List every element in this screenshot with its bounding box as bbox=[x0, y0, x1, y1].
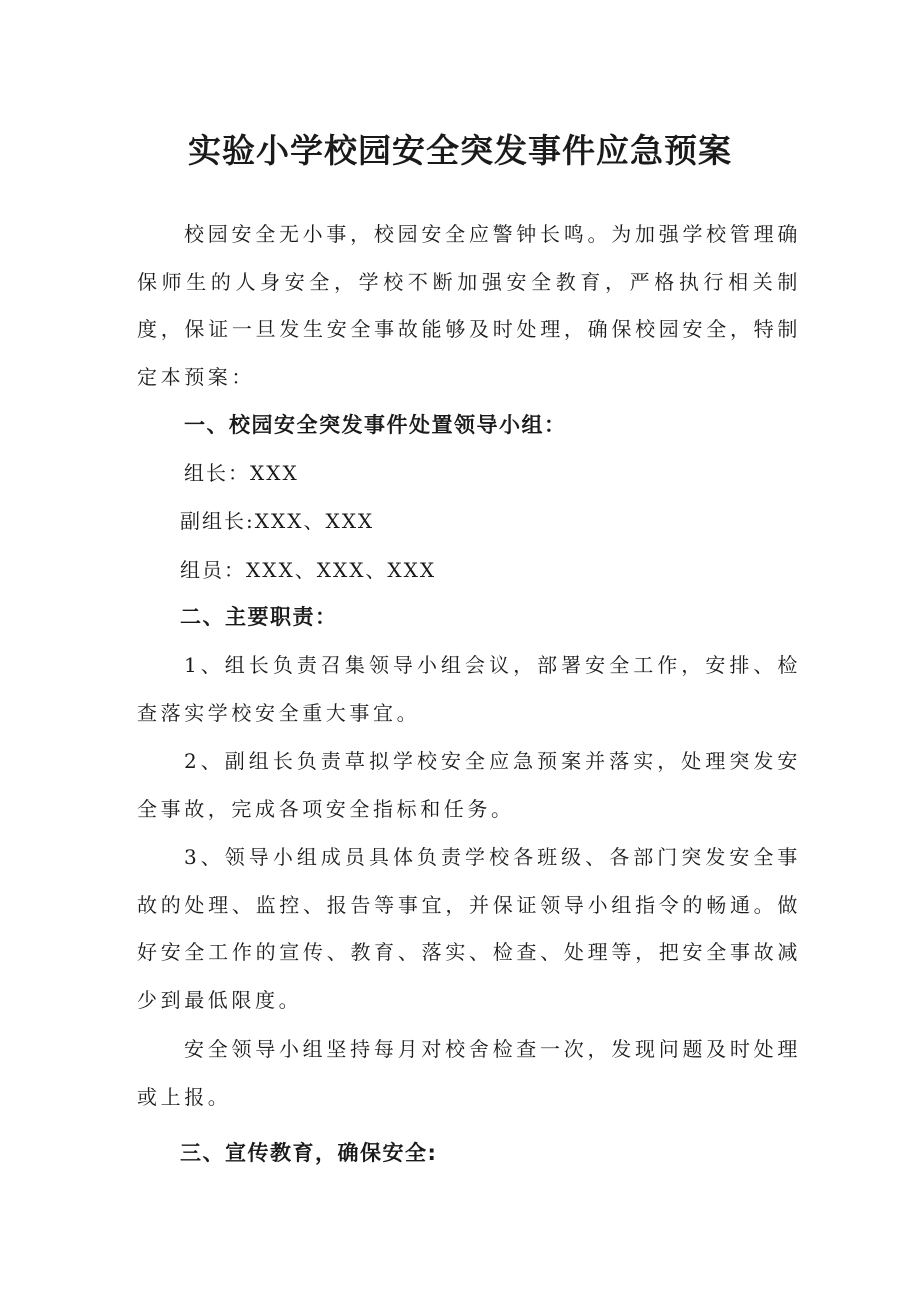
intro-paragraph: 校园安全无小事，校园安全应警钟长鸣。为加强学校管理确保师生的人身安全，学校不断加强安全教育，严格执行相关制度，保证一旦发生安全事故能够及时处理，确保校园安全，特制定本预案： bbox=[137, 222, 801, 389]
group-members-line: 组员：XXX、XXX、XXX bbox=[180, 558, 437, 582]
section-3-heading: 三、宣传教育，确保安全: bbox=[180, 1141, 438, 1165]
section-2-heading: 二、主要职责： bbox=[180, 605, 338, 629]
deputy-leader-line: 副组长:XXX、XXX bbox=[180, 509, 375, 533]
monthly-inspection-note: 安全领导小组坚持每月对校舍检查一次，发现问题及时处理或上报。 bbox=[137, 1037, 801, 1109]
duty-item-2: 2、副组长负责草拟学校安全应急预案并落实，处理突发安全事故，完成各项安全指标和任务。 bbox=[137, 749, 801, 821]
group-leader-line: 组长：XXX bbox=[184, 461, 299, 485]
duty-item-3: 3、领导小组成员具体负责学校各班级、各部门突发安全事故的处理、监控、报告等事宜，并保证领导小组指令的畅通。做好安全工作的宣传、教育、落实、检查、处理等，把安全事故减少到最低限度。 bbox=[137, 845, 801, 1012]
duty-item-1: 1、组长负责召集领导小组会议，部署安全工作，安排、检查落实学校安全重大事宜。 bbox=[137, 653, 801, 725]
section-1-heading: 一、校园安全突发事件处置领导小组： bbox=[184, 413, 567, 437]
document-title: 实验小学校园安全突发事件应急预案 bbox=[188, 131, 732, 170]
